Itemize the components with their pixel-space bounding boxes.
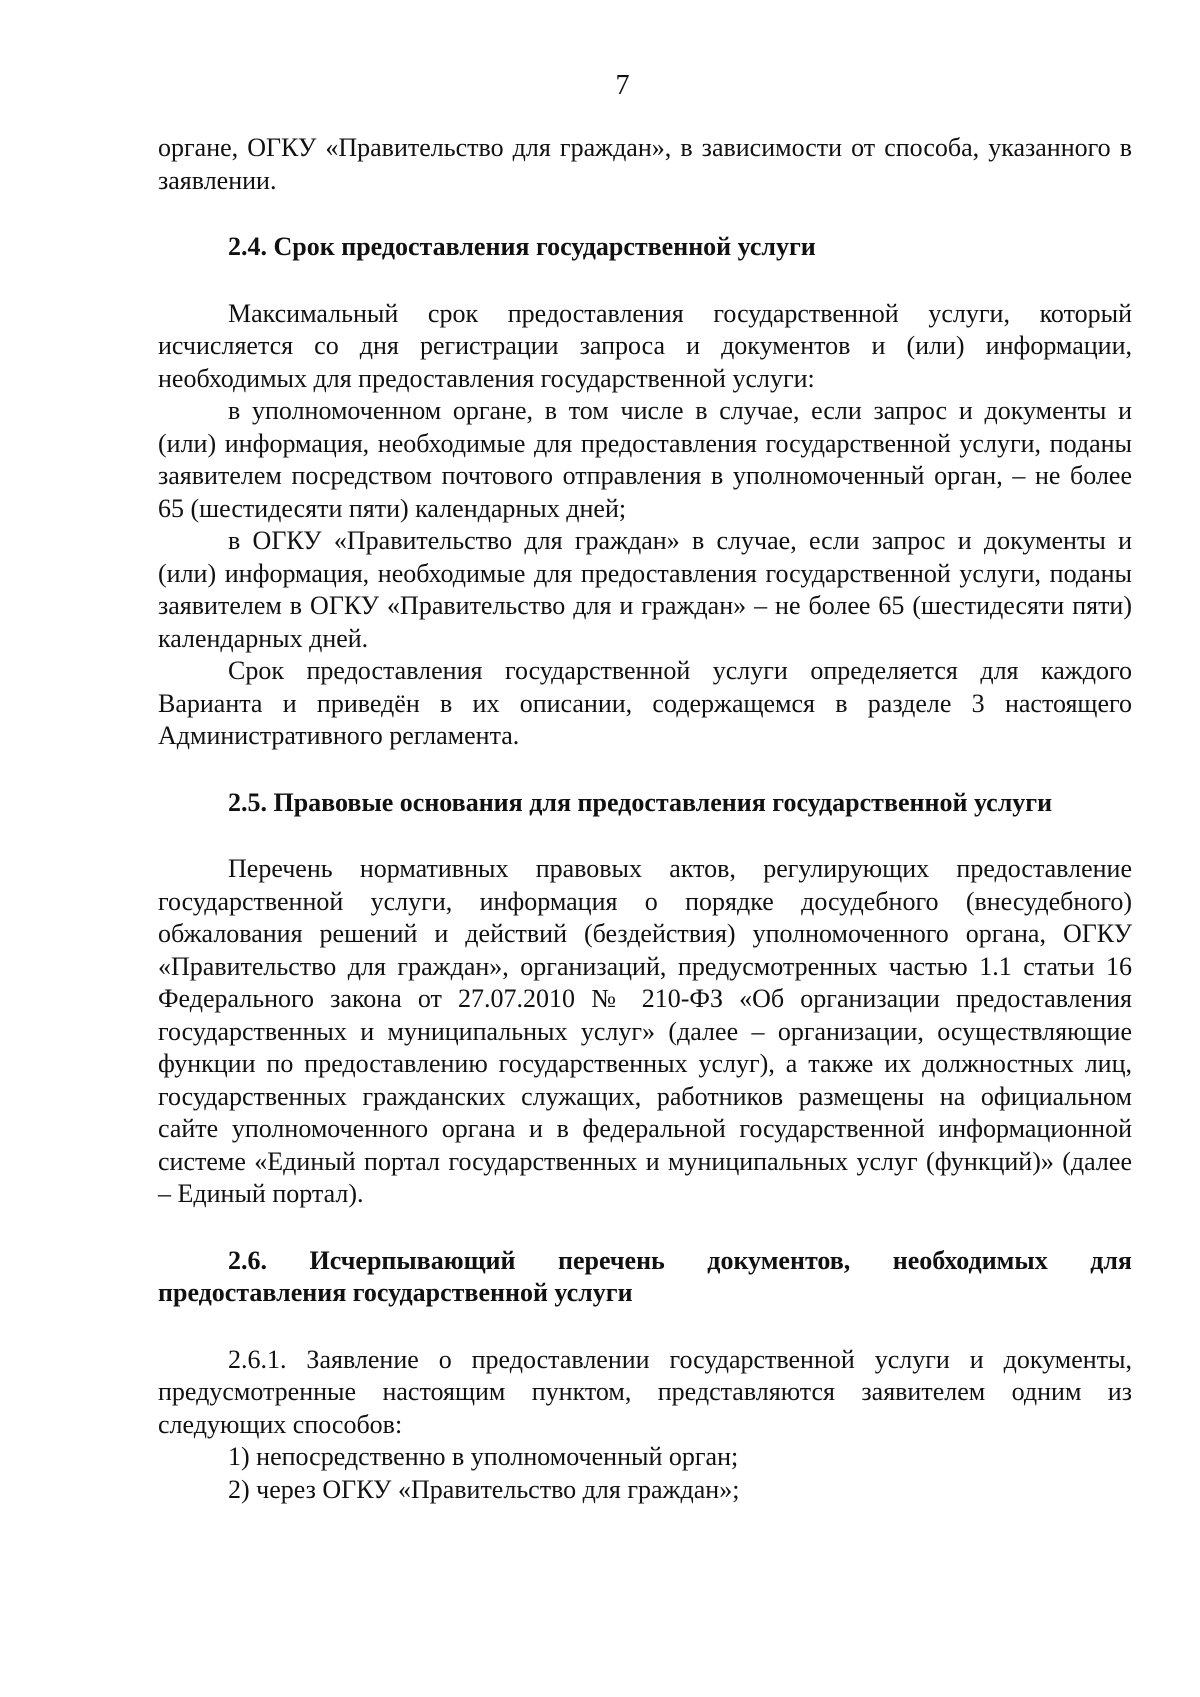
- section-2-6-heading: 2.6. Исчерпывающий перечень документов, необходимых для предоставления государственной услуги: [158, 1245, 1132, 1307]
- section-2-4-paragraph-1: Максимальный срок предоставления государственной услуги, который исчисляется со дня регистрации запроса и документов и (или) информации, необходимых для предоставления государственной услуги:: [158, 298, 1132, 393]
- section-2-4-paragraph-3: в ОГКУ «Правительство для граждан» в случае, если запрос и документы и (или) информация, необходимые для предоставления государственной услуги, поданы заявителем в ОГКУ «Правительство для и граждан» – не более 65 (шестидесяти пяти) календарных дней.: [158, 526, 1132, 653]
- section-2-4-paragraph-4: Срок предоставления государственной услуги определяется для каждого Варианта и приведён в их описании, содержащемся в разделе 3 настоящего Административного регламента.: [158, 656, 1132, 750]
- section-2-5-heading: 2.5. Правовые основания для предоставления государственной услуги: [228, 787, 1053, 817]
- page-content: [158, 132, 1132, 1506]
- section-2-4-heading: 2.4. Срок предоставления государственной услуги: [228, 232, 816, 261]
- list-item-2: 2) через ОГКУ «Правительство для граждан»;: [228, 1474, 740, 1504]
- section-2-6-1-paragraph: 2.6.1. Заявление о предоставлении государственной услуги и документы, предусмотренные настоящим пунктом, представляются заявителем одним из следующих способов:: [158, 1344, 1132, 1439]
- page-number: 7: [615, 70, 630, 101]
- intro-paragraph: органе, ОГКУ «Правительство для граждан», в зависимости от способа, указанного в заявлении.: [158, 133, 1132, 195]
- list-item-1: 1) непосредственно в уполномоченный орган;: [228, 1442, 739, 1471]
- section-2-4-paragraph-2: в уполномоченном органе, в том числе в случае, если запрос и документы и (или) информация, необходимые для предоставления государственной услуги, поданы заявителем посредством почтового отправления в уполномоченный орган, – не более 65 (шестидесяти пяти) календарных дней;: [158, 396, 1132, 523]
- section-2-5-paragraph-1: Перечень нормативных правовых актов, регулирующих предоставление государственной услуги, информация о порядке досудебного (внесудебного) обжалования решений и действий (бездействия) уполномоченного органа, ОГКУ «Правительство для граждан», организаций, предусмотренных частью 1.1 статьи 16 Федерального закона от 27.07.2010 № 210-ФЗ «Об организации предоставления государственных и муниципальных услуг» (далее – организации, осуществляющие функции по предоставлению государственных услуг), а также их должностных лиц, государственных гражданских служащих, работников размещены на официальном сайте уполномоченного органа и в федеральной государственной информационной системе «Единый портал государственных и муниципальных услуг (функций)» (далее – Единый портал).: [158, 854, 1132, 1208]
